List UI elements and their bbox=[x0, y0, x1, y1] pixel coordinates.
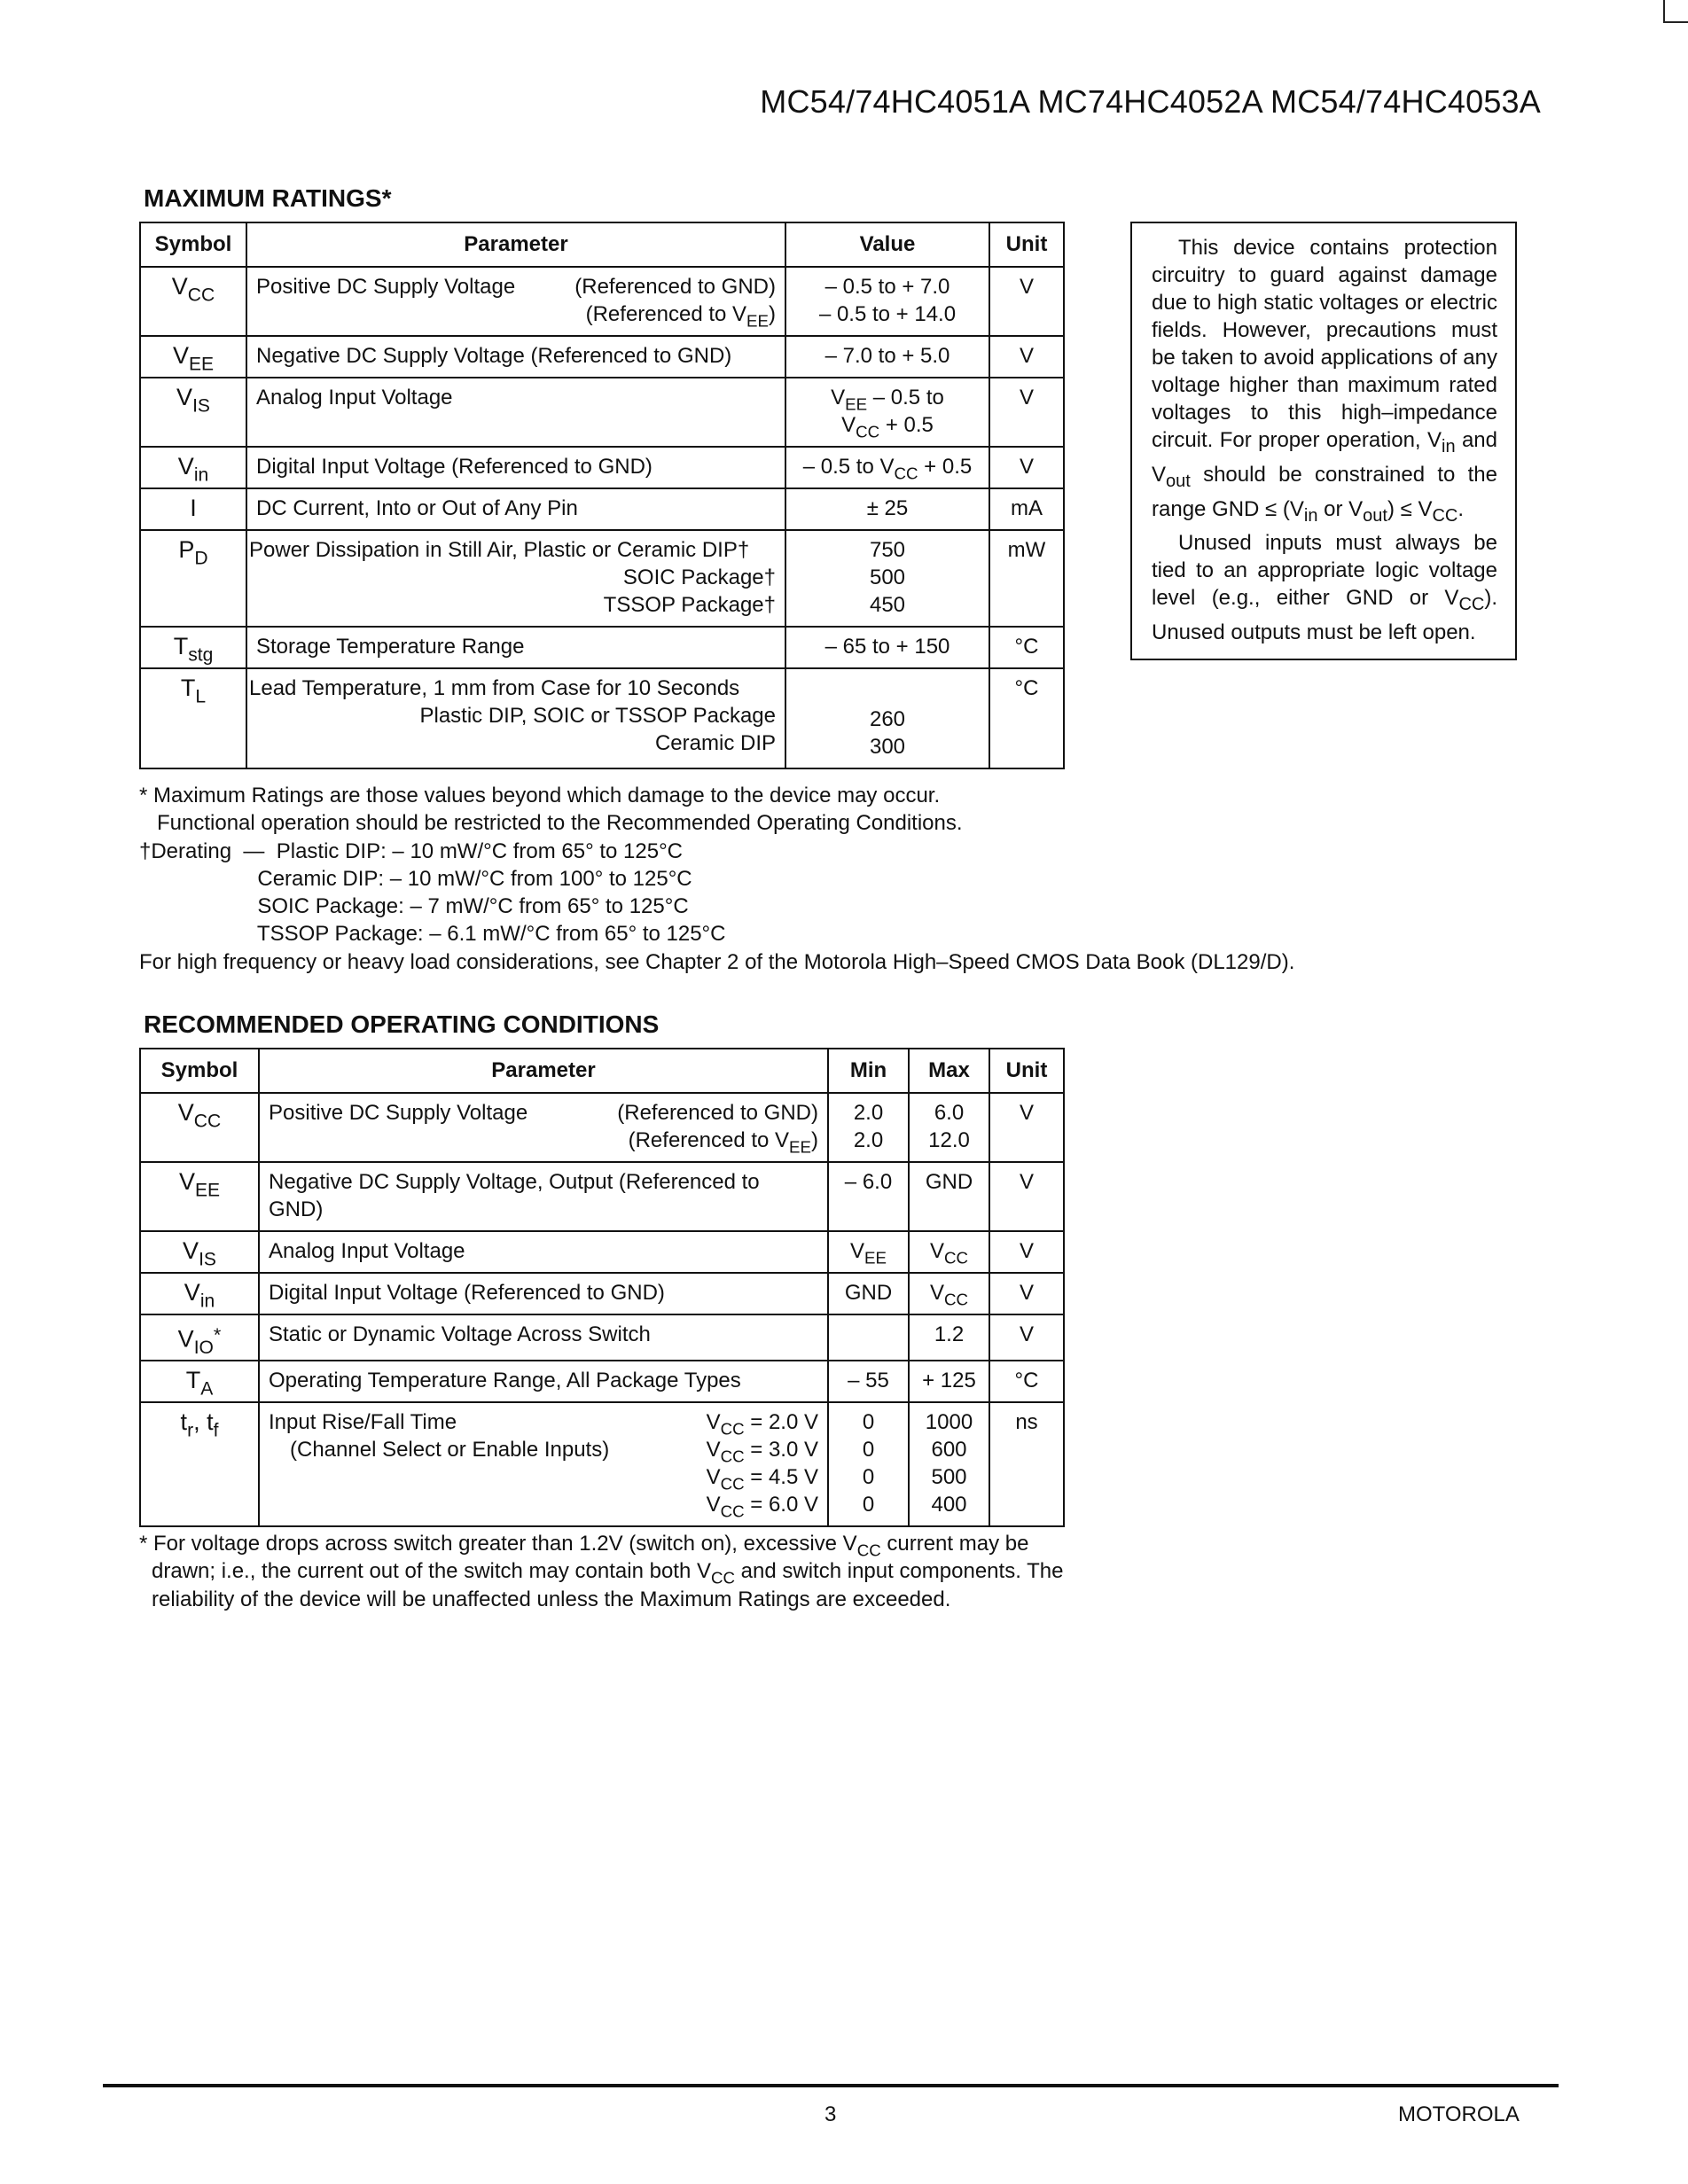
value-cell: 750 500 450 bbox=[785, 530, 989, 627]
symbol-cell: $V_{CC}$ bbox=[140, 267, 246, 336]
max-cell: $V_{CC}$ bbox=[909, 1273, 989, 1314]
table-row bbox=[140, 488, 1064, 530]
max-ratings-footnotes bbox=[139, 782, 1294, 976]
rec-conditions-title: RECOMMENDED OPERATING CONDITIONS bbox=[144, 1010, 660, 1038]
max-ratings-table bbox=[139, 222, 1065, 769]
parameter-cell: Negative DC Supply Voltage, Output (Referenced to GND) bbox=[259, 1162, 828, 1231]
footnote-line: TSSOP Package: – 6.1 mW/°C from 65° to 125°C bbox=[139, 922, 726, 947]
footnote-line: Functional operation should be restricted to the Recommended Operating Conditions. bbox=[139, 811, 963, 836]
rec-conditions-footnote bbox=[139, 1530, 1065, 1613]
min-cell: GND bbox=[828, 1273, 909, 1314]
symbol-cell: $V_{in}$ bbox=[140, 447, 246, 488]
value-cell: 260 300 bbox=[785, 668, 989, 768]
column-header: Min bbox=[828, 1049, 909, 1093]
parameter-cell: Negative DC Supply Voltage (Referenced to GND) bbox=[246, 336, 785, 378]
value-cell: $V_{EE} - 0.5$ to $V_{CC} + 0.5$ bbox=[785, 378, 989, 447]
footnote-line: * For voltage drops across switch greater than 1.2V (switch on), excessive $V_{CC}$ current may be bbox=[139, 1532, 1029, 1560]
table-row bbox=[140, 530, 1064, 627]
table-row bbox=[140, 1162, 1064, 1231]
footnote-line: SOIC Package: – 7 mW/°C from 65° to 125°C bbox=[139, 894, 689, 919]
unit-cell: V bbox=[989, 378, 1064, 447]
unit-cell: V bbox=[989, 336, 1064, 378]
parameter-cell: Power Dissipation in Still Air, Plastic or Ceramic DIP† SOIC Package† TSSOP Package† bbox=[246, 530, 785, 627]
value-cell: – 65 to + 150 bbox=[785, 627, 989, 668]
parameter-cell: Digital Input Voltage (Referenced to GND) bbox=[246, 447, 785, 488]
symbol-cell: $P_D$ bbox=[140, 530, 246, 627]
unit-cell: V bbox=[989, 1231, 1064, 1273]
column-header: Symbol bbox=[140, 1049, 259, 1093]
protection-note-paragraph: Unused inputs must always be tied to an appropriate logic voltage level (e.g., either GND or $V_{CC}$). Unused outputs must be left open. bbox=[1152, 531, 1497, 645]
table-row bbox=[140, 1231, 1064, 1273]
table-header-row bbox=[140, 222, 1064, 267]
column-header: Parameter bbox=[259, 1049, 828, 1093]
footnote-line: drawn; i.e., the current out of the switch may contain both $V_{CC}$ and switch input components. The bbox=[152, 1559, 1064, 1587]
symbol-cell: $V_{IS}$ bbox=[140, 1231, 259, 1273]
min-cell: $V_{EE}$ bbox=[828, 1231, 909, 1273]
footnote-line: †Derating — Plastic DIP: – 10 mW/°C from 65° to 125°C bbox=[139, 838, 684, 863]
unit-cell: V bbox=[989, 267, 1064, 336]
table-row bbox=[140, 1402, 1064, 1526]
symbol-cell: $T_{stg}$ bbox=[140, 627, 246, 668]
value-cell: – 0.5 to $V_{CC} + 0.5$ bbox=[785, 447, 989, 488]
symbol-cell: $V_{EE}$ bbox=[140, 336, 246, 378]
table-row bbox=[140, 627, 1064, 668]
footer-divider bbox=[103, 2084, 1559, 2087]
table-row bbox=[140, 1273, 1064, 1314]
parameter-cell: DC Current, Into or Out of Any Pin bbox=[246, 488, 785, 530]
value-cell: – 7.0 to + 5.0 bbox=[785, 336, 989, 378]
page-header-title: MC54/74HC4051A MC74HC4052A MC54/74HC4053A bbox=[760, 83, 1541, 120]
parameter-cell: Analog Input Voltage bbox=[246, 378, 785, 447]
column-header: Unit bbox=[989, 222, 1064, 267]
parameter-cell: Digital Input Voltage (Referenced to GND) bbox=[259, 1273, 828, 1314]
max-cell: $V_{CC}$ bbox=[909, 1231, 989, 1273]
symbol-cell: $V_{in}$ bbox=[140, 1273, 259, 1314]
max-cell: GND bbox=[909, 1162, 989, 1231]
parameter-cell: Input Rise/Fall Time $V_{CC} = 2.0$ V (Channel Select or Enable Inputs) $V_{CC} = 3.0$ V $V_{CC} = 4.5$ V $V_{CC} = 6.0$ V bbox=[259, 1402, 828, 1526]
table-row bbox=[140, 668, 1064, 768]
unit-cell: V bbox=[989, 1273, 1064, 1314]
max-cell: 6.0 12.0 bbox=[909, 1093, 989, 1162]
value-cell: – 0.5 to + 7.0 – 0.5 to + 14.0 bbox=[785, 267, 989, 336]
parameter-cell: Static or Dynamic Voltage Across Switch bbox=[259, 1314, 828, 1361]
min-cell: 2.0 2.0 bbox=[828, 1093, 909, 1162]
unit-cell: V bbox=[989, 1314, 1064, 1361]
protection-note-box bbox=[1130, 222, 1517, 660]
symbol-cell: $V_{CC}$ bbox=[140, 1093, 259, 1162]
footnote-line: Ceramic DIP: – 10 mW/°C from 100° to 125°C bbox=[139, 866, 692, 891]
column-header: Value bbox=[785, 222, 989, 267]
max-cell: 1.2 bbox=[909, 1314, 989, 1361]
table-row bbox=[140, 1314, 1064, 1361]
table-row bbox=[140, 378, 1064, 447]
min-cell: 0 0 0 0 bbox=[828, 1402, 909, 1526]
protection-note-paragraph: This device contains protection circuitry to guard against damage due to high static voltages or electric fields. However, precautions must be taken to avoid applications of any voltage higher than maximum rated voltages to this high–impedance circuit. For proper operation, $V_{in}$ and $V_{out}$ should be constrained to the range GND ≤ ($V_{in}$ or $V_{out}) \le V_{CC}$. bbox=[1152, 236, 1498, 526]
table-row bbox=[140, 267, 1064, 336]
max-cell: 1000 600 500 400 bbox=[909, 1402, 989, 1526]
rec-conditions-table bbox=[139, 1048, 1065, 1527]
min-cell: – 55 bbox=[828, 1361, 909, 1402]
symbol-cell: $t_r$, $t_f$ bbox=[140, 1402, 259, 1526]
unit-cell: ns bbox=[989, 1402, 1064, 1526]
table-header-row bbox=[140, 1049, 1064, 1093]
unit-cell: V bbox=[989, 447, 1064, 488]
table-row bbox=[140, 447, 1064, 488]
max-ratings-title: MAXIMUM RATINGS* bbox=[144, 184, 392, 212]
unit-cell: mW bbox=[989, 530, 1064, 627]
parameter-cell: Positive DC Supply Voltage (Referenced to GND) (Referenced to $V_{EE}$) bbox=[246, 267, 785, 336]
footnote-line: * Maximum Ratings are those values beyond which damage to the device may occur. bbox=[139, 784, 941, 807]
min-cell: – 6.0 bbox=[828, 1162, 909, 1231]
column-header: Max bbox=[909, 1049, 989, 1093]
max-cell: + 125 bbox=[909, 1361, 989, 1402]
symbol-cell: $V_{IS}$ bbox=[140, 378, 246, 447]
unit-cell: °C bbox=[989, 668, 1064, 768]
symbol-cell: $T_L$ bbox=[140, 668, 246, 768]
table-row bbox=[140, 336, 1064, 378]
symbol-cell: $V_{EE}$ bbox=[140, 1162, 259, 1231]
symbol-cell: $V_{IO}^*$ bbox=[140, 1314, 259, 1361]
unit-cell: V bbox=[989, 1162, 1064, 1231]
value-cell: ± 25 bbox=[785, 488, 989, 530]
symbol-cell: $T_A$ bbox=[140, 1361, 259, 1402]
parameter-cell: Analog Input Voltage bbox=[259, 1231, 828, 1273]
column-header: Unit bbox=[989, 1049, 1064, 1093]
parameter-cell: Lead Temperature, 1 mm from Case for 10 Seconds Plastic DIP, SOIC or TSSOP Package Ceramic DIP bbox=[246, 668, 785, 768]
min-cell bbox=[828, 1314, 909, 1361]
parameter-cell: Operating Temperature Range, All Package Types bbox=[259, 1361, 828, 1402]
footnote-line: reliability of the device will be unaffected unless the Maximum Ratings are exceeded. bbox=[152, 1587, 951, 1611]
symbol-cell: I bbox=[140, 488, 246, 530]
parameter-cell: Positive DC Supply Voltage (Referenced to GND) (Referenced to $V_{EE}$) bbox=[259, 1093, 828, 1162]
corner-crop-mark bbox=[1663, 0, 1688, 23]
table-row bbox=[140, 1093, 1064, 1162]
footer-brand: MOTOROLA bbox=[1398, 2102, 1520, 2126]
unit-cell: mA bbox=[989, 488, 1064, 530]
footnote-line: For high frequency or heavy load considerations, see Chapter 2 of the Motorola High–Speed CMOS Data Book (DL129/D). bbox=[139, 949, 1295, 974]
parameter-cell: Storage Temperature Range bbox=[246, 627, 785, 668]
table-row bbox=[140, 1361, 1064, 1402]
unit-cell: V bbox=[989, 1093, 1064, 1162]
unit-cell: °C bbox=[989, 1361, 1064, 1402]
column-header: Symbol bbox=[140, 222, 246, 267]
column-header: Parameter bbox=[246, 222, 785, 267]
unit-cell: °C bbox=[989, 627, 1064, 668]
page-number: 3 bbox=[824, 2102, 837, 2126]
